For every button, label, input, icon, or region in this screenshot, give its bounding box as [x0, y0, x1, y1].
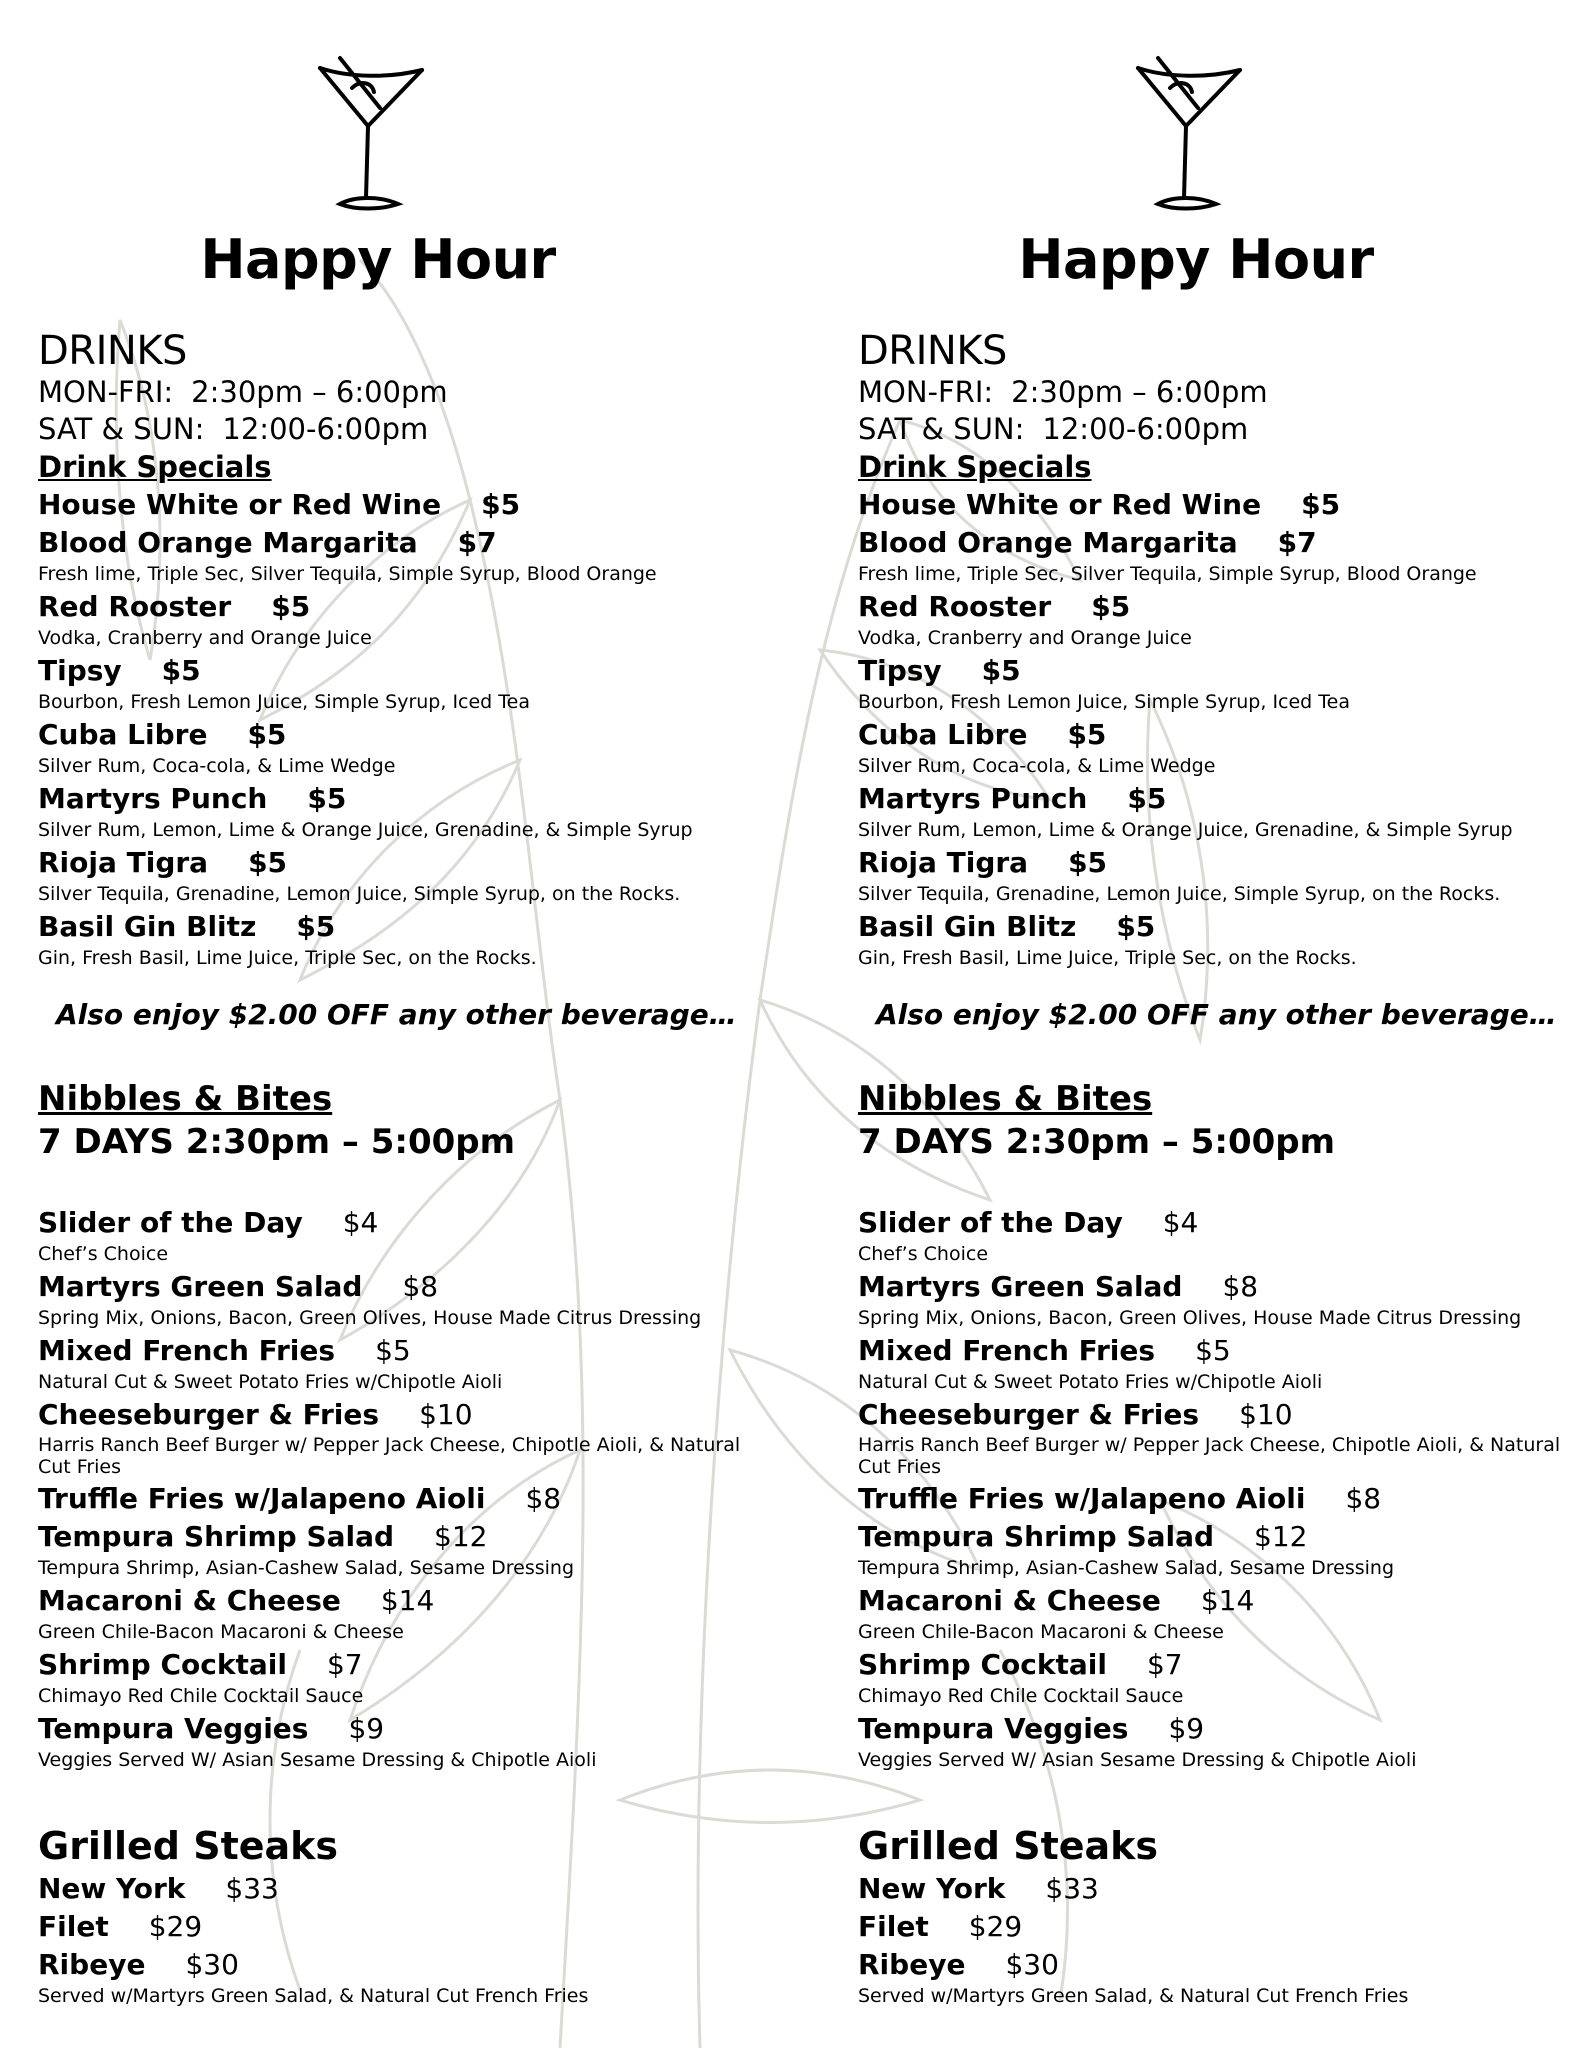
martini-glass-icon	[310, 48, 430, 218]
menu-item: New York $33	[38, 1872, 279, 1905]
beverage-discount-note: Also enjoy $2.00 OFF any other beverage…	[56, 998, 737, 1031]
menu-content	[38, 328, 808, 2010]
menu-item: Basil Gin Blitz $5	[38, 910, 336, 943]
nibbles-heading: Nibbles & Bites	[858, 1079, 1153, 1119]
item-description: Green Chile-Bacon Macaroni & Cheese	[858, 1621, 1224, 1643]
menu-item: Basil Gin Blitz $5	[858, 910, 1156, 943]
menu-item: Ribeye $30	[38, 1948, 239, 1981]
item-description: Natural Cut & Sweet Potato Fries w/Chipotle Aioli	[38, 1371, 503, 1393]
item-description: Veggies Served W/ Asian Sesame Dressing & Chipotle Aioli	[858, 1749, 1417, 1771]
item-description: Vodka, Cranberry and Orange Juice	[38, 627, 372, 649]
menu-item: Slider of the Day $4	[38, 1206, 379, 1239]
item-description: Silver Rum, Lemon, Lime & Orange Juice, Grenadine, & Simple Syrup	[38, 819, 693, 841]
martini-glass-icon	[1128, 48, 1248, 218]
item-description: Silver Tequila, Grenadine, Lemon Juice, Simple Syrup, on the Rocks.	[38, 883, 681, 905]
menu-panel-right	[858, 0, 1582, 2048]
page-title: Happy Hour	[200, 228, 556, 291]
drinks-heading: DRINKS	[38, 328, 187, 374]
nibbles-hours: 7 DAYS 2:30pm – 5:00pm	[38, 1122, 516, 1162]
item-description: Spring Mix, Onions, Bacon, Green Olives, House Made Citrus Dressing	[858, 1307, 1522, 1329]
item-description: Green Chile-Bacon Macaroni & Cheese	[38, 1621, 404, 1643]
menu-item: Tempura Shrimp Salad $12	[38, 1520, 488, 1553]
menu-item: Macaroni & Cheese $14	[38, 1584, 435, 1617]
menu-item: Cuba Libre $5	[38, 718, 287, 751]
item-description: Bourbon, Fresh Lemon Juice, Simple Syrup, Iced Tea	[858, 691, 1350, 713]
item-description: Chimayo Red Chile Cocktail Sauce	[858, 1685, 1184, 1707]
steaks-heading: Grilled Steaks	[858, 1824, 1159, 1868]
menu-item: Red Rooster $5	[858, 590, 1131, 623]
steaks-note: Served w/Martyrs Green Salad, & Natural Cut French Fries	[38, 1985, 589, 2007]
menu-item: Truffle Fries w/Jalapeno Aioli $8	[38, 1482, 562, 1515]
menu-item: Martyrs Punch $5	[858, 782, 1167, 815]
menu-item: Macaroni & Cheese $14	[858, 1584, 1255, 1617]
item-description: Silver Tequila, Grenadine, Lemon Juice, Simple Syrup, on the Rocks.	[858, 883, 1501, 905]
steaks-note: Served w/Martyrs Green Salad, & Natural Cut French Fries	[858, 1985, 1409, 2007]
menu-item: Rioja Tigra $5	[38, 846, 288, 879]
item-description: Harris Ranch Beef Burger w/ Pepper Jack Cheese, Chipotle Aioli, & Natural Cut Fries	[38, 1434, 741, 1478]
nibbles-hours: 7 DAYS 2:30pm – 5:00pm	[858, 1122, 1336, 1162]
menu-item: Truffle Fries w/Jalapeno Aioli $8	[858, 1482, 1382, 1515]
menu-item: Slider of the Day $4	[858, 1206, 1199, 1239]
item-description: Chef’s Choice	[858, 1243, 989, 1265]
menu-item: House White or Red Wine $5	[858, 488, 1341, 521]
menu-item: Filet $29	[38, 1910, 203, 1943]
item-description: Spring Mix, Onions, Bacon, Green Olives, House Made Citrus Dressing	[38, 1307, 702, 1329]
menu-item: Mixed French Fries $5	[38, 1334, 411, 1367]
menu-item: Tipsy $5	[38, 654, 201, 687]
item-description: Tempura Shrimp, Asian-Cashew Salad, Sesame Dressing	[38, 1557, 575, 1579]
menu-item: Martyrs Green Salad $8	[858, 1270, 1259, 1303]
menu-item: Tempura Shrimp Salad $12	[858, 1520, 1308, 1553]
drink-specials-heading: Drink Specials	[38, 450, 272, 484]
menu-item: Cheeseburger & Fries $10	[858, 1398, 1293, 1431]
menu-item: Cuba Libre $5	[858, 718, 1107, 751]
item-description: Fresh lime, Triple Sec, Silver Tequila, Simple Syrup, Blood Orange	[38, 563, 657, 585]
item-description: Natural Cut & Sweet Potato Fries w/Chipotle Aioli	[858, 1371, 1323, 1393]
item-description: Chef’s Choice	[38, 1243, 169, 1265]
drink-specials-heading: Drink Specials	[858, 450, 1092, 484]
item-description: Vodka, Cranberry and Orange Juice	[858, 627, 1192, 649]
nibbles-heading: Nibbles & Bites	[38, 1079, 333, 1119]
menu-item: Martyrs Green Salad $8	[38, 1270, 439, 1303]
item-description: Tempura Shrimp, Asian-Cashew Salad, Sesame Dressing	[858, 1557, 1395, 1579]
item-description: Chimayo Red Chile Cocktail Sauce	[38, 1685, 364, 1707]
menu-content	[858, 328, 1582, 2010]
menu-item: Blood Orange Margarita $7	[38, 526, 497, 559]
menu-item: Blood Orange Margarita $7	[858, 526, 1317, 559]
menu-item: Tempura Veggies $9	[858, 1712, 1205, 1745]
menu-item: Ribeye $30	[858, 1948, 1059, 1981]
menu-item: Martyrs Punch $5	[38, 782, 347, 815]
item-description: Fresh lime, Triple Sec, Silver Tequila, Simple Syrup, Blood Orange	[858, 563, 1477, 585]
beverage-discount-note: Also enjoy $2.00 OFF any other beverage…	[876, 998, 1557, 1031]
menu-item: Rioja Tigra $5	[858, 846, 1108, 879]
menu-item: New York $33	[858, 1872, 1099, 1905]
menu-item: Filet $29	[858, 1910, 1023, 1943]
menu-item: Red Rooster $5	[38, 590, 311, 623]
page-title: Happy Hour	[1018, 228, 1374, 291]
item-description: Silver Rum, Coca-cola, & Lime Wedge	[858, 755, 1216, 777]
item-description: Harris Ranch Beef Burger w/ Pepper Jack Cheese, Chipotle Aioli, & Natural Cut Fries	[858, 1434, 1561, 1478]
menu-item: House White or Red Wine $5	[38, 488, 521, 521]
item-description: Silver Rum, Lemon, Lime & Orange Juice, Grenadine, & Simple Syrup	[858, 819, 1513, 841]
menu-item: Mixed French Fries $5	[858, 1334, 1231, 1367]
menu-item: Shrimp Cocktail $7	[858, 1648, 1183, 1681]
drinks-hours-weekend: SAT & SUN: 12:00-6:00pm	[858, 412, 1249, 446]
item-description: Gin, Fresh Basil, Lime Juice, Triple Sec, on the Rocks.	[38, 947, 537, 969]
item-description: Silver Rum, Coca-cola, & Lime Wedge	[38, 755, 396, 777]
menu-item: Shrimp Cocktail $7	[38, 1648, 363, 1681]
menu-panel-left	[38, 0, 808, 2048]
item-description: Gin, Fresh Basil, Lime Juice, Triple Sec, on the Rocks.	[858, 947, 1357, 969]
drinks-hours-weekday: MON-FRI: 2:30pm – 6:00pm	[858, 375, 1268, 409]
drinks-hours-weekday: MON-FRI: 2:30pm – 6:00pm	[38, 375, 448, 409]
menu-item: Tempura Veggies $9	[38, 1712, 385, 1745]
menu-item: Tipsy $5	[858, 654, 1021, 687]
menu-item: Cheeseburger & Fries $10	[38, 1398, 473, 1431]
drinks-hours-weekend: SAT & SUN: 12:00-6:00pm	[38, 412, 429, 446]
drinks-heading: DRINKS	[858, 328, 1007, 374]
item-description: Bourbon, Fresh Lemon Juice, Simple Syrup, Iced Tea	[38, 691, 530, 713]
steaks-heading: Grilled Steaks	[38, 1824, 339, 1868]
item-description: Veggies Served W/ Asian Sesame Dressing & Chipotle Aioli	[38, 1749, 597, 1771]
